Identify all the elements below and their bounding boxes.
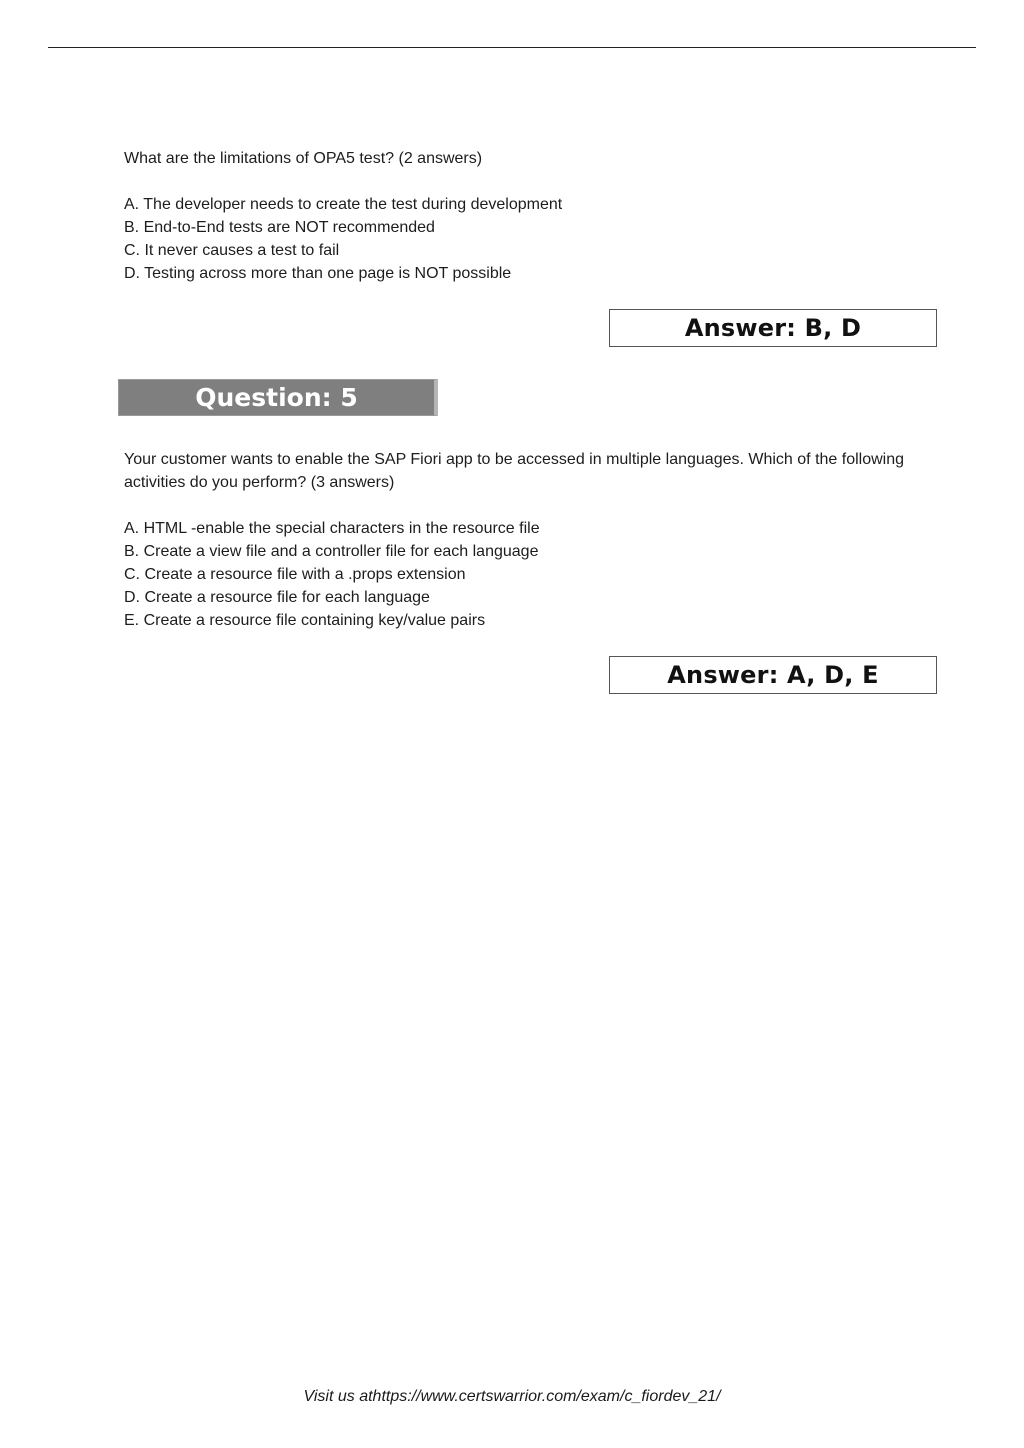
option-d: D. Testing across more than one page is NOT possible: [124, 265, 512, 282]
option-b: B. Create a view file and a controller file for each language: [124, 543, 539, 560]
spacer: [124, 494, 904, 517]
option-d: D. Create a resource file for each language: [124, 589, 430, 606]
option-a: A. HTML -enable the special characters in the resource file: [124, 520, 540, 537]
question-4-text: What are the limitations of OPA5 test? (2 answers): [124, 150, 483, 167]
option-b: B. End-to-End tests are NOT recommended: [124, 219, 435, 236]
option-c: C. Create a resource file with a .props extension: [124, 566, 466, 583]
question-5-header: Question: 5: [118, 379, 438, 416]
option-c: C. It never causes a test to fail: [124, 242, 340, 259]
question-5-block: [124, 448, 904, 632]
spacer: [124, 170, 562, 193]
option-a: A. The developer needs to create the test during development: [124, 196, 563, 213]
option-e: E. Create a resource file containing key/value pairs: [124, 612, 486, 629]
answer-box-q5: Answer: A, D, E: [609, 656, 937, 694]
question-4-block: [124, 147, 562, 285]
top-divider: [48, 47, 976, 48]
footer-link-text[interactable]: Visit us athttps://www.certswarrior.com/exam/c_fiordev_21/: [303, 1388, 721, 1405]
question-5-text: Your customer wants to enable the SAP Fiori app to be accessed in multiple languages. Which of the following activities do you perform? (3 answers): [124, 451, 905, 491]
answer-box-q4: Answer: B, D: [609, 309, 937, 347]
